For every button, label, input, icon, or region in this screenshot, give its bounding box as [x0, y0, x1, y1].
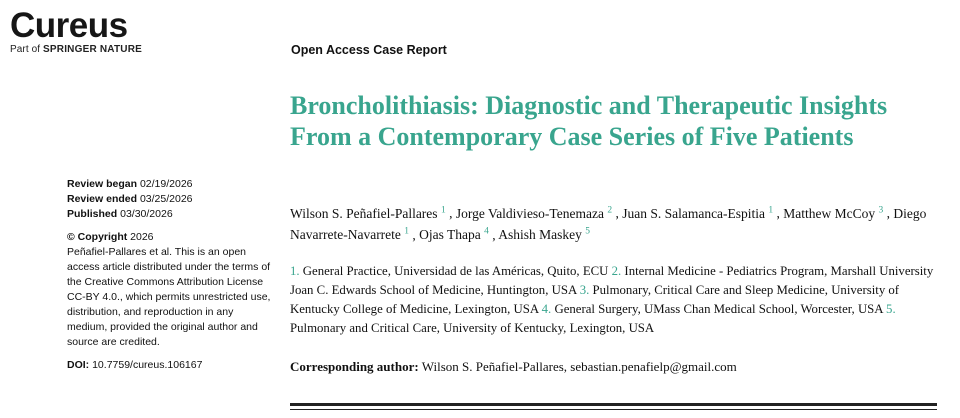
corresponding-author-label: Corresponding author: [290, 359, 419, 374]
cureus-logo[interactable]: Cureus [10, 6, 128, 45]
affiliation-number: 5. [886, 302, 896, 316]
author[interactable]: Matthew McCoy $^3$ [783, 205, 884, 221]
author[interactable]: Ojas Thapa $^4$ [419, 226, 489, 242]
affiliation-number: 2. [611, 264, 622, 278]
affiliation-text: Pulmonary and Critical Care, University of Kentucky, Lexington, USA [290, 321, 655, 335]
publisher-name: SPRINGER NATURE [43, 44, 142, 55]
corresponding-author-contact[interactable]: Wilson S. Peñafiel-Pallares, sebastian.penafielp@gmail.com [418, 359, 737, 374]
doi-link[interactable]: 10.7759/cureus.106167 [92, 359, 203, 371]
published-label: Published [67, 208, 118, 220]
author[interactable]: Diego Navarrete-Navarrete $^1$ [290, 205, 927, 242]
copyright [67, 230, 272, 245]
affiliation-text: Pulmonary, Critical Care and Sleep Medicine, University of Kentucky College of Medicine, Lexington, USA [290, 283, 900, 316]
doi [67, 358, 272, 373]
author[interactable]: Wilson S. Peñafiel-Pallares $^1$ [290, 205, 446, 221]
review-ended [67, 192, 272, 207]
divider-thick [290, 403, 937, 406]
divider-thin [290, 409, 937, 410]
published-date: 03/30/2026 [120, 208, 173, 220]
author[interactable]: Juan S. Salamanca-Espitia $^1$ [622, 205, 774, 221]
review-began-label: Review began [67, 178, 138, 190]
published [67, 207, 272, 222]
review-ended-label: Review ended [67, 193, 138, 205]
article-title: Broncholithiasis: Diagnostic and Therapeutic Insights From a Contemporary Case Series of Five Patients [290, 91, 888, 151]
affiliation-text: Internal Medicine - Pediatrics Program, Marshall University Joan C. Edwards School of Medicine, Huntington, USA [290, 264, 934, 297]
affiliation-text: General Surgery, UMass Chan Medical School, Worcester, USA [551, 302, 887, 316]
affiliation-number: 4. [541, 302, 552, 316]
author-list: Wilson S. Peñafiel-Pallares $^1$ , Jorge Valdivieso-Tenemaza $^2$ , Juan S. Salamanca-Espitia $^1$ , Matthew McCoy $^3$ , Diego Navarrete-Navarrete $^1$ , Ojas Thapa $^4$ , Ashish Maskey $^5$ [290, 205, 927, 242]
affiliation-number: 1. [290, 264, 300, 278]
copyright-year: 2026 [130, 231, 154, 243]
review-began-date: 02/19/2026 [139, 178, 193, 190]
article-meta-sidebar [67, 177, 272, 373]
review-ended-date: 03/25/2026 [139, 193, 193, 205]
affiliation-list [290, 262, 940, 338]
author[interactable]: Jorge Valdivieso-Tenemaza $^2$ [455, 205, 613, 221]
article-type: Open Access Case Report [291, 43, 447, 57]
part-of-text: Part of [10, 44, 44, 55]
affiliation-text: General Practice, Universidad de las Américas, Quito, ECU [299, 264, 612, 278]
doi-label: DOI: [67, 359, 90, 371]
copyright-label: © Copyright [67, 231, 128, 243]
author[interactable]: Ashish Maskey $^5$ [498, 226, 591, 242]
publisher-tagline [10, 44, 142, 55]
license-text: Peñafiel-Pallares et al. This is an open access article distributed under the terms of the Creative Commons Attribution License CC-BY 4.0., which permits unrestricted use, distribution, and reproduction in any medium, provided the original author and source are credited. [67, 246, 271, 348]
corresponding-author [290, 358, 940, 376]
affiliation-number: 3. [579, 283, 590, 297]
brand-block [10, 8, 142, 55]
review-began [67, 177, 272, 192]
